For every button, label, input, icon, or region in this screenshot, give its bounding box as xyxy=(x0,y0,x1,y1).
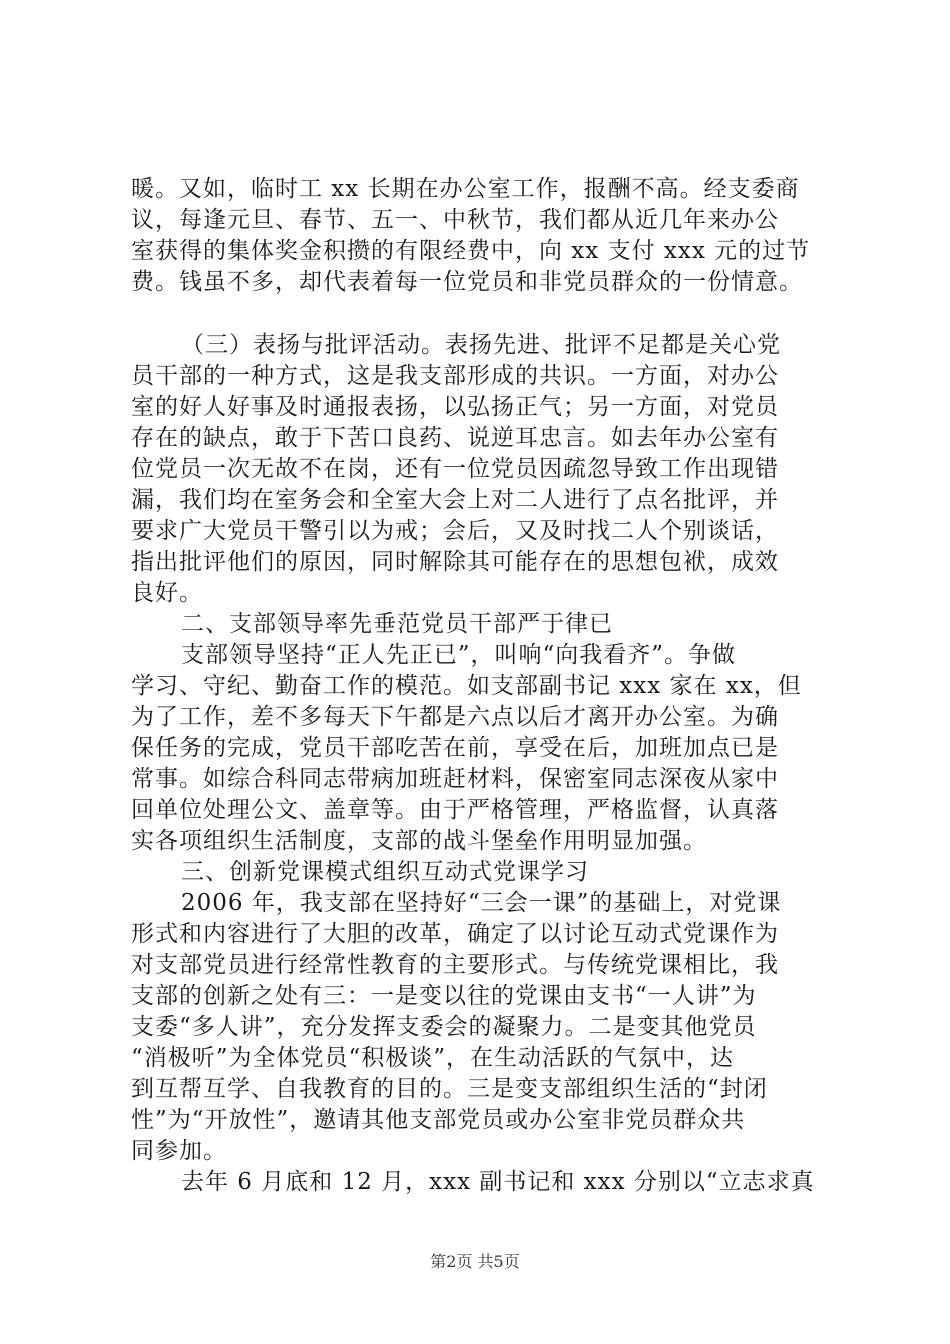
section-heading: 二、支部领导率先垂范党员干部严于律已 xyxy=(181,611,613,637)
text-line: 学习、守纪、勤奋工作的模范。如支部副书记 xxx 家在 xx，但 xyxy=(131,673,802,699)
text-line: 去年 6 月底和 12 月，xxx 副书记和 xxx 分别以“立志求真 xyxy=(181,1169,815,1195)
text-line: 议，每逢元旦、春节、五一、中秋节，我们都从近几年来办公 xyxy=(131,207,779,233)
text-line: 支部领导坚持“正人先正已”，叫响“向我看齐”。争做 xyxy=(181,642,737,668)
text-line: 2006 年，我支部在坚持好“三会一课”的基础上，对党课 xyxy=(181,890,782,916)
text-line: 室获得的集体奖金积攒的有限经费中，向 xx 支付 xxx 元的过节 xyxy=(131,238,811,264)
text-line: 室的好人好事及时通报表扬，以弘扬正气；另一方面，对党员 xyxy=(131,394,779,420)
text-line: 常事。如综合科同志带病加班赶材料，保密室同志深夜从家中 xyxy=(131,766,779,792)
text-line: （三）表扬与批评活动。表扬先进、批评不足都是关心党 xyxy=(181,332,781,358)
text-line: 为了工作，差不多每天下午都是六点以后才离开办公室。为确 xyxy=(131,704,779,730)
text-line: 费。钱虽不多，却代表着每一位党员和非党员群众的一份情意。 xyxy=(131,269,803,295)
text-line: 位党员一次无故不在岗，还有一位党员因疏忽导致工作出现错 xyxy=(131,456,779,482)
text-line: 性”为“开放性”，邀请其他支部党员或办公室非党员群众共 xyxy=(131,1107,746,1133)
text-line: 要求广大党员干警引以为戒；会后，又及时找二人个别谈话， xyxy=(131,518,779,544)
text-line: 同参加。 xyxy=(131,1138,227,1164)
text-line: 良好。 xyxy=(131,580,203,606)
text-line: 形式和内容进行了大胆的改革，确定了以讨论互动式党课作为 xyxy=(131,921,779,947)
text-line: 存在的缺点，敢于下苦口良药、说逆耳忠言。如去年办公室有 xyxy=(131,425,779,451)
text-line: 指出批评他们的原因，同时解除其可能存在的思想包袱，成效 xyxy=(131,549,779,575)
text-line: 实各项组织生活制度，支部的战斗堡垒作用明显加强。 xyxy=(131,828,707,854)
page-footer: 第2页 共5页 xyxy=(430,1252,520,1271)
text-line: 对支部党员进行经常性教育的主要形式。与传统党课相比，我 xyxy=(131,952,779,978)
text-line: 员干部的一种方式，这是我支部形成的共识。一方面，对办公 xyxy=(131,363,779,389)
text-line: 保任务的完成，党员干部吃苦在前，享受在后，加班加点已是 xyxy=(131,735,779,761)
text-line: 漏，我们均在室务会和全室大会上对二人进行了点名批评，并 xyxy=(131,487,779,513)
text-line: 到互帮互学、自我教育的目的。三是变支部组织生活的“封闭 xyxy=(131,1076,768,1102)
text-line: 暖。又如，临时工 xx 长期在办公室工作，报酬不高。经支委商 xyxy=(131,176,800,202)
text-line: 回单位处理公文、盖章等。由于严格管理，严格监督，认真落 xyxy=(131,797,779,823)
text-line: 支部的创新之处有三：一是变以往的党课由支书“一人讲”为 xyxy=(131,983,757,1009)
text-line: 支委“多人讲”，充分发挥支委会的凝聚力。二是变其他党员 xyxy=(131,1014,757,1040)
text-line: “消极听”为全体党员“积极谈”，在生动活跃的气氛中，达 xyxy=(131,1045,735,1071)
section-heading: 三、创新党课模式组织互动式党课学习 xyxy=(181,859,589,885)
